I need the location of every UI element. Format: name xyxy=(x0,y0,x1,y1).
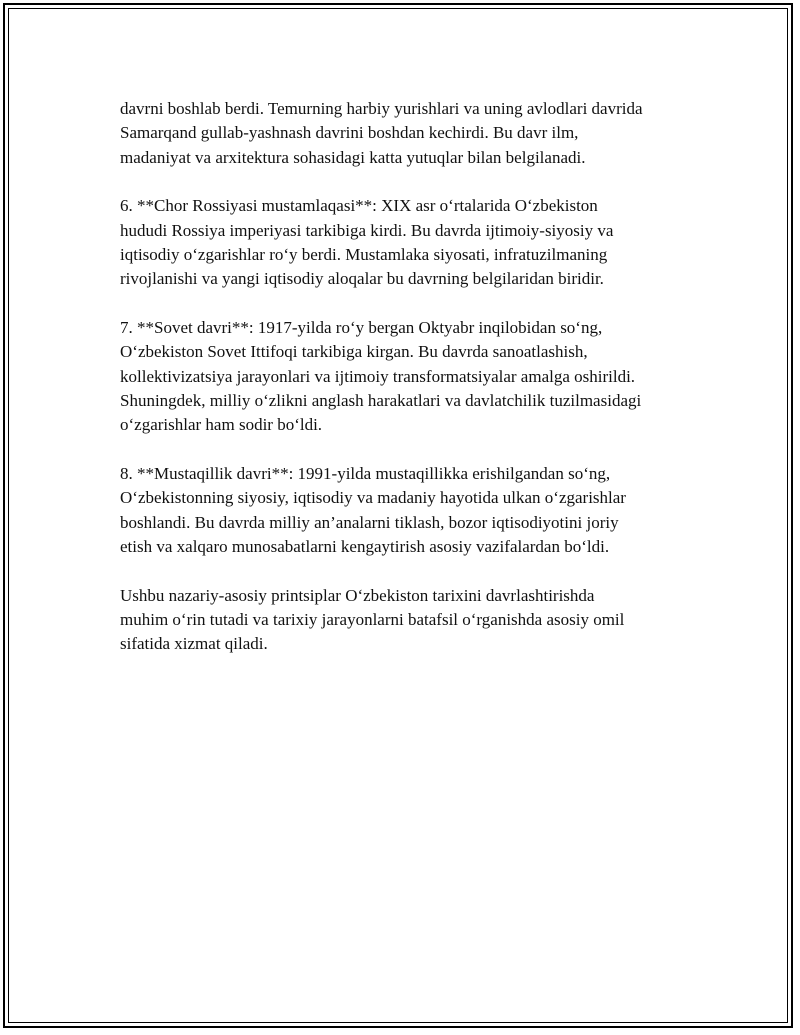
paragraph-timurid-continuation: davrni boshlab berdi. Temurning harbiy yurishlari va uning avlodlari davrida Samarqand gullab-yashnash davrini boshdan kechirdi. Bu davr ilm, madaniyat va arxitektura sohasidagi katta yutuqlar bilan belgilanadi. xyxy=(120,99,643,167)
paragraph-independence-period: 8. **Mustaqillik davri**: 1991-yilda mustaqillikka erishilgandan so‘ng, O‘zbekistonning siyosiy, iqtisodiy va madaniy hayotida ulkan o‘zgarishlar boshlandi. Bu davrda milliy an’analarni tiklash, bozor iqtisodiyotini joriy etish va xalqaro munosabatlarni kengaytirish asosiy vazifalardan bo‘ldi. xyxy=(120,463,626,557)
document-body xyxy=(120,97,700,681)
paragraph-conclusion: Ushbu nazariy-asosiy printsiplar O‘zbekiston tarixini davrlashtirishda muhim o‘rin tutadi va tarixiy jarayonlarni batafsil o‘rganishda asosiy omil sifatida xizmat qiladi. xyxy=(120,585,625,654)
paragraph-tsarist-colony: 6. **Chor Rossiyasi mustamlaqasi**: XIX asr o‘rtalarida O‘zbekiston hududi Rossiya imperiyasi tarkibiga kirdi. Bu davrda ijtimoiy-siyosiy va iqtisodiy o‘zgarishlar ro‘y berdi. Mustamlaka siyosati, infratuzilmaning rivojlanishi va yangi iqtisodiy aloqalar bu davrning belgilaridan biridir. xyxy=(120,196,614,289)
document-page xyxy=(3,3,793,1028)
paragraph-soviet-period: 7. **Sovet davri**: 1917-yilda ro‘y bergan Oktyabr inqilobidan so‘ng, O‘zbekiston Sovet Ittifoqi tarkibiga kirgan. Bu davrda sanoatlashish, kollektivizatsiya jarayonlari va ijtimoiy transformatsiyalar amalga oshirildi. Shuningdek, milliy o‘zlikni anglash harakatlari va davlatchilik tuzilmasidagi o‘zgarishlar ham sodir bo‘ldi. xyxy=(120,317,642,435)
